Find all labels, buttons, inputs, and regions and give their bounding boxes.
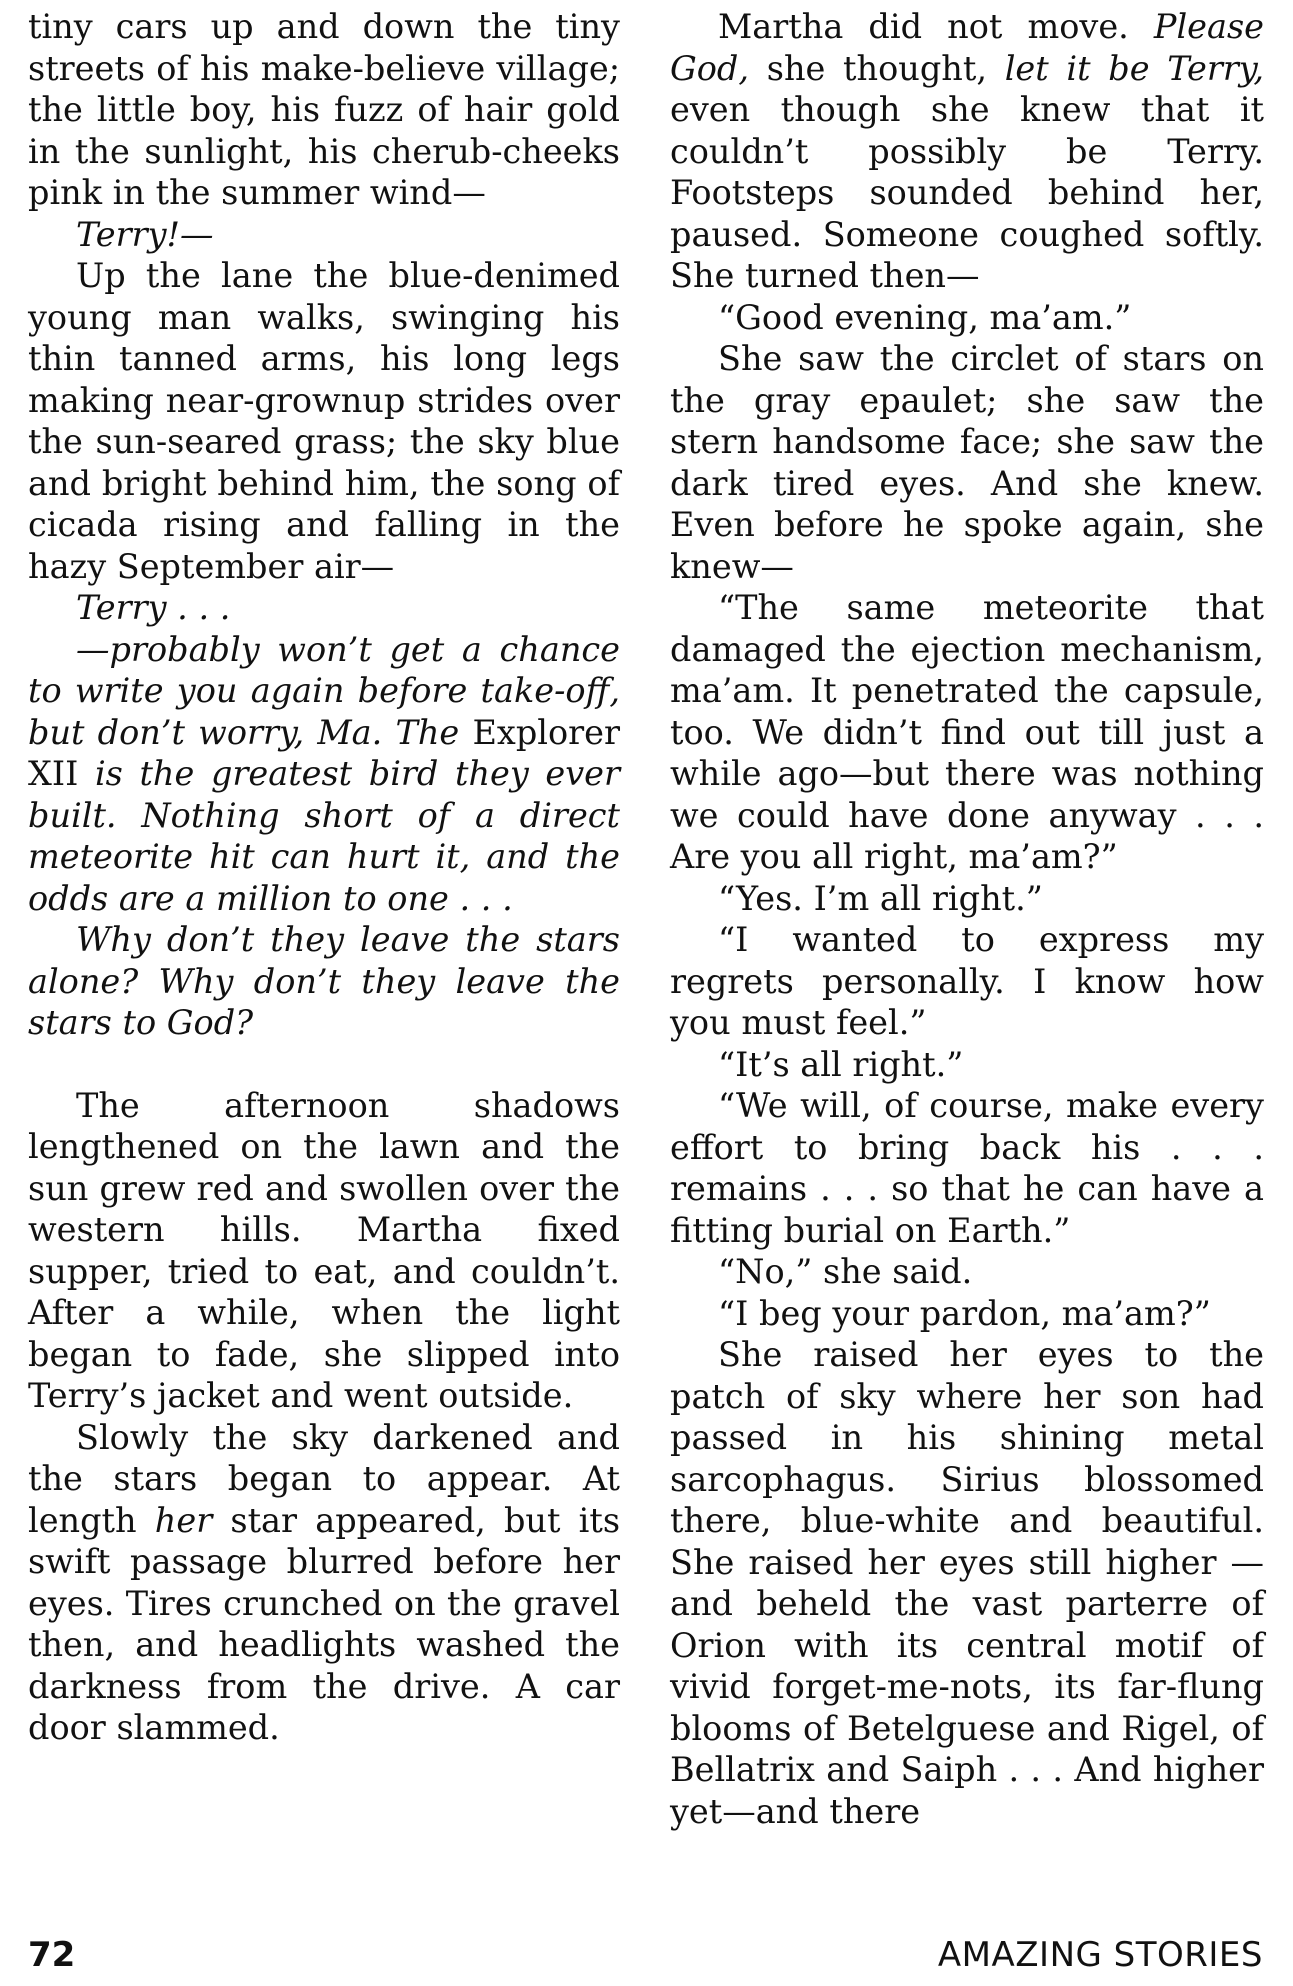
italic-text: Terry . . . [76,588,231,627]
paragraph: “It’s all right.” [718,1044,964,1084]
italic-text: —probably won’t get a chance to write you again before take-off, but don’t worry, Ma. The [28,629,620,752]
paragraph [28,587,620,629]
italic-text: Terry!— [76,214,214,254]
paragraph: “The same meteorite that damaged the ejection mechanism, ma’am. It penetrated the capsule, too. We didn’t find out till just a while ago—but there was nothing we could have done anyway . . . Are you all right, ma’am?” [670,588,1264,876]
paragraph: The afternoon shadows lengthened on the lawn and the sun grew red and swollen over the western hills. Martha fixed supper, tried to eat, and couldn’t. After a while, when the light began to fade, she slipped into Terry’s jacket and went outside. [28,1085,620,1415]
paragraph: She raised her eyes to the patch of sky where her son had passed in his shining metal sarcophagus. Sirius blossomed there, blue-white and beautiful. She raised her eyes still higher —and beheld the vast parterre of Orion with its central motif of vivid forget-me-nots, its far-flung blooms of Betelguese and Rigel, of Bellatrix and Saiph . . . And higher yet—and there [670,1335,1264,1831]
paragraph: Up the lane the blue-denimed young man walks, swinging his thin tanned arms, his long legs making near-grownup strides over the sun-seared grass; the sky blue and bright behind him, the song of cicada rising and falling in the hazy September air— [28,256,620,586]
paragraph [28,919,620,1044]
italic-text: let it be Terry, [1004,48,1264,88]
paragraph: “I beg your pardon, ma’am?” [718,1293,1211,1333]
paragraph: “No,” she said. [718,1252,973,1291]
paragraph: “Good evening, ma’am.” [718,297,1132,337]
italic-text: her [154,1500,213,1540]
magazine-title: AMAZING STORIES [937,1935,1263,1975]
paragraph: “Yes. I’m all right.” [718,878,1043,918]
italic-text: Why don’t they leave the stars alone? Why don’t they leave the stars to God? [28,920,620,1042]
paragraph [28,629,620,920]
text: Slowly the sky darkened and the stars began to appear. At length [28,1417,620,1540]
paragraph: “We will, of course, make every effort to bring back his . . . remains . . . so that he can have a fitting burial on Earth.” [670,1086,1264,1250]
paragraph: She saw the circlet of stars on the gray epaulet; she saw the stern handsome face; she saw the dark tired eyes. And she knew. Even before he spoke again, she knew— [670,339,1264,586]
text: even though she knew that it couldn’t possibly be Terry. Footsteps sounded behind her, paused. Someone coughed softly. She turned then— [670,90,1264,295]
text: she thought, [766,48,987,88]
italic-text: Please God, [670,7,1264,88]
paragraph: tiny cars up and down the tiny streets of his make-believe village; the little boy, his fuzz of hair gold in the sunlight, his cherub-cheeks pink in the summer wind— [28,7,620,212]
paragraph [28,1417,620,1749]
paragraph [28,214,620,256]
paragraph [670,6,1264,297]
left-column [28,6,620,1749]
italic-text: is the greatest bird they ever built. Nothing short of a direct meteorite hit can hurt it, and the odds are a million to one . . . [28,754,620,918]
page-number: 72 [28,1935,76,1975]
ship-name: Explorer XII [28,712,620,793]
text: star appeared, but its swift passage blurred before her eyes. Tires crunched on the gravel then, and headlights washed the darkness from the drive. A car door slammed. [28,1500,621,1747]
text: Martha did not move. [718,7,1129,46]
paragraph: “I wanted to express my regrets personally. I know how you must feel.” [670,920,1264,1042]
right-column [670,6,1264,1832]
